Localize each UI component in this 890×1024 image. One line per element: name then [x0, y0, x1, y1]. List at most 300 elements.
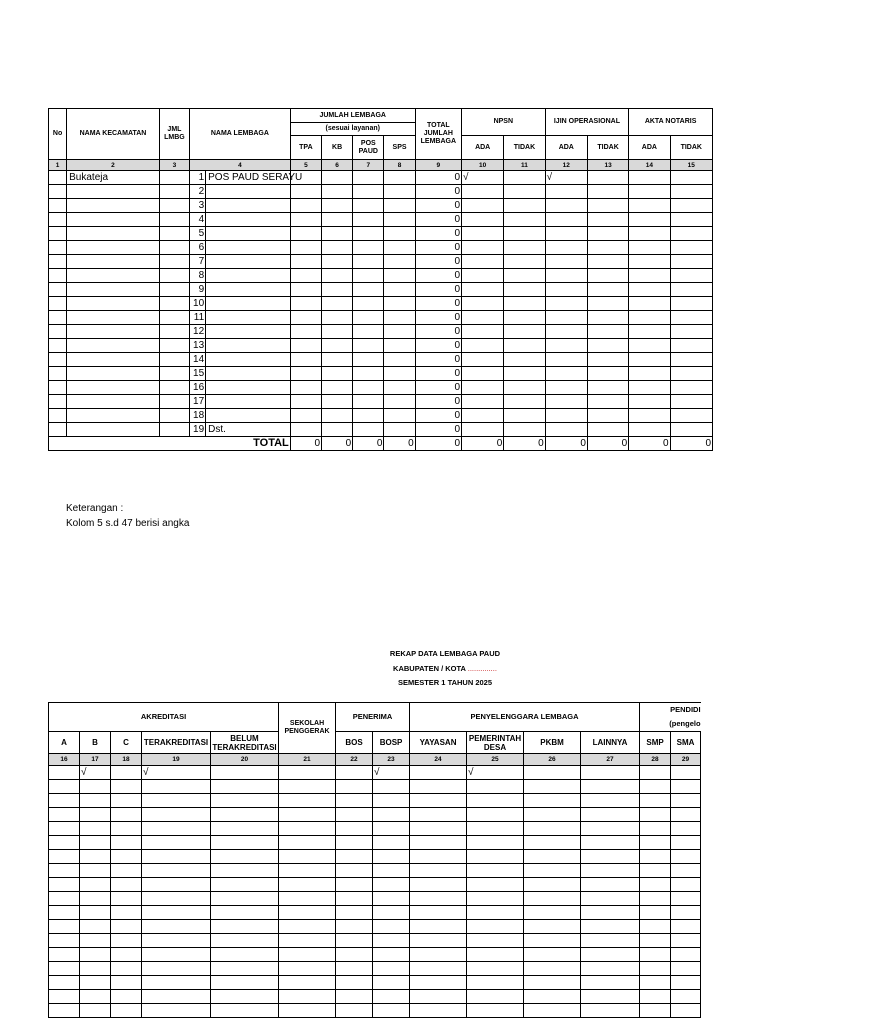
row-number: 7 [190, 255, 206, 269]
data-cell [111, 836, 142, 850]
ijin-tidak-cell [587, 269, 628, 283]
data-cell [279, 836, 336, 850]
jumlah-cell [322, 325, 353, 339]
data-cell [467, 794, 524, 808]
data-cell [410, 766, 467, 780]
data-cell [373, 808, 410, 822]
data-cell [49, 920, 80, 934]
data-cell [279, 976, 336, 990]
nama-lembaga-cell [206, 255, 291, 269]
data-cell [581, 934, 640, 948]
data-cell [211, 906, 279, 920]
table-row [49, 878, 701, 892]
table-row [49, 920, 701, 934]
data-cell [336, 766, 373, 780]
total-jumlah-cell: 0 [415, 199, 461, 213]
kabupaten-dots: .............. [467, 664, 497, 673]
header-jumlah-lembaga: JUMLAH LEMBAGA [290, 109, 415, 123]
data-cell [142, 990, 211, 1004]
data-cell [671, 962, 701, 976]
data-cell [142, 878, 211, 892]
kecamatan-cell [67, 311, 160, 325]
table-row [49, 185, 713, 199]
jumlah-cell [353, 423, 384, 437]
nama-lembaga-cell: Dst. [206, 423, 291, 437]
akta-ada-cell [629, 241, 670, 255]
jumlah-cell [353, 325, 384, 339]
row-no-cell [49, 213, 67, 227]
column-number: 9 [415, 160, 461, 171]
jumlah-cell [322, 423, 353, 437]
jml-cell [159, 255, 189, 269]
jml-cell [159, 199, 189, 213]
data-cell [640, 766, 671, 780]
table-row [49, 283, 713, 297]
total-jumlah-cell: 0 [415, 171, 461, 185]
jumlah-cell [384, 255, 415, 269]
data-cell [373, 990, 410, 1004]
akta-tidak-cell [670, 269, 712, 283]
jumlah-cell [353, 409, 384, 423]
jumlah-cell [322, 255, 353, 269]
npsn-tidak-cell [504, 255, 545, 269]
data-cell [581, 990, 640, 1004]
data-cell [80, 906, 111, 920]
nama-lembaga-cell [206, 269, 291, 283]
akta-ada-cell [629, 227, 670, 241]
akta-tidak-cell [670, 255, 712, 269]
data-cell [111, 892, 142, 906]
table-row [49, 381, 713, 395]
ijin-tidak-cell [587, 339, 628, 353]
akta-tidak-cell [670, 311, 712, 325]
data-cell [524, 920, 581, 934]
data-cell [467, 864, 524, 878]
ijin-ada-cell [545, 423, 587, 437]
data-cell [80, 794, 111, 808]
table-row [49, 934, 701, 948]
jml-cell [159, 227, 189, 241]
column-number: 2 [67, 160, 160, 171]
data-cell [581, 962, 640, 976]
column-number: 16 [49, 754, 80, 766]
data-cell [142, 892, 211, 906]
npsn-tidak-cell [504, 395, 545, 409]
data-cell [279, 864, 336, 878]
table-row [49, 297, 713, 311]
jml-cell [159, 269, 189, 283]
table-row [49, 766, 701, 780]
jml-cell [159, 283, 189, 297]
data-cell [373, 864, 410, 878]
jumlah-cell [290, 353, 321, 367]
data-cell [524, 990, 581, 1004]
header-akta-ada: ADA [629, 136, 670, 160]
table-row [49, 241, 713, 255]
data-cell [80, 920, 111, 934]
data-cell [671, 990, 701, 1004]
nama-lembaga-cell [206, 311, 291, 325]
row-number: 4 [190, 213, 206, 227]
total-value: 0 [545, 437, 587, 451]
data-cell [336, 892, 373, 906]
nama-lembaga-cell [206, 325, 291, 339]
jumlah-cell [353, 171, 384, 185]
npsn-ada-cell [462, 255, 504, 269]
ijin-ada-cell [545, 381, 587, 395]
data-cell [111, 822, 142, 836]
data-cell [279, 948, 336, 962]
data-cell [211, 836, 279, 850]
header-sekolah-penggerak: SEKOLAH PENGGERAK [279, 703, 336, 754]
npsn-ada-cell [462, 339, 504, 353]
data-cell [211, 808, 279, 822]
total-jumlah-cell: 0 [415, 325, 461, 339]
jumlah-cell [353, 367, 384, 381]
jumlah-cell [353, 199, 384, 213]
ijin-tidak-cell [587, 283, 628, 297]
jumlah-cell [384, 297, 415, 311]
akta-tidak-cell [670, 227, 712, 241]
data-cell [211, 864, 279, 878]
column-number: 29 [671, 754, 701, 766]
data-cell [49, 836, 80, 850]
row-no-cell [49, 241, 67, 255]
akta-tidak-cell [670, 381, 712, 395]
data-cell [111, 878, 142, 892]
jumlah-cell [384, 213, 415, 227]
header-akta-tidak: TIDAK [670, 136, 712, 160]
data-cell [80, 878, 111, 892]
data-cell [336, 822, 373, 836]
data-cell [111, 976, 142, 990]
data-cell [211, 766, 279, 780]
row-no-cell [49, 297, 67, 311]
total-jumlah-cell: 0 [415, 269, 461, 283]
data-cell [671, 878, 701, 892]
jumlah-cell [290, 185, 321, 199]
npsn-ada-cell [462, 395, 504, 409]
ijin-ada-cell [545, 269, 587, 283]
table-row [49, 794, 701, 808]
data-cell [211, 976, 279, 990]
npsn-ada-cell [462, 353, 504, 367]
data-cell [49, 822, 80, 836]
jumlah-cell [384, 171, 415, 185]
data-cell [640, 794, 671, 808]
data-cell [671, 780, 701, 794]
data-cell [671, 794, 701, 808]
header-no: No [49, 109, 67, 160]
data-cell [80, 850, 111, 864]
jumlah-cell [290, 213, 321, 227]
data-cell [524, 850, 581, 864]
row-no-cell [49, 353, 67, 367]
table-row [49, 780, 701, 794]
npsn-tidak-cell [504, 381, 545, 395]
ijin-ada-cell [545, 213, 587, 227]
data-cell [111, 794, 142, 808]
jumlah-cell [290, 381, 321, 395]
jumlah-cell [322, 199, 353, 213]
column-number: 23 [373, 754, 410, 766]
column-number: 12 [545, 160, 587, 171]
data-cell [467, 808, 524, 822]
jml-cell [159, 423, 189, 437]
column-number: 10 [462, 160, 504, 171]
jumlah-cell [322, 283, 353, 297]
jumlah-cell [384, 395, 415, 409]
data-cell [279, 1004, 336, 1018]
data-cell [581, 906, 640, 920]
data-cell [49, 962, 80, 976]
header-tpa: TPA [290, 136, 321, 160]
jumlah-cell [290, 325, 321, 339]
data-cell [524, 962, 581, 976]
data-cell [80, 976, 111, 990]
akta-ada-cell [629, 171, 670, 185]
data-cell [671, 1004, 701, 1018]
column-number: 3 [159, 160, 189, 171]
row-number: 8 [190, 269, 206, 283]
data-cell [640, 864, 671, 878]
jumlah-cell [384, 339, 415, 353]
data-cell [524, 836, 581, 850]
row-no-cell [49, 171, 67, 185]
data-cell [211, 780, 279, 794]
header-terakreditasi: TERAKREDITASI [142, 732, 211, 754]
row-number: 3 [190, 199, 206, 213]
data-cell [336, 990, 373, 1004]
npsn-ada-cell [462, 199, 504, 213]
data-cell [49, 990, 80, 1004]
npsn-ada-cell [462, 269, 504, 283]
ijin-ada-cell [545, 185, 587, 199]
jumlah-cell [290, 367, 321, 381]
jml-cell [159, 395, 189, 409]
data-cell [581, 794, 640, 808]
data-cell [524, 780, 581, 794]
akta-ada-cell [629, 297, 670, 311]
data-cell [410, 962, 467, 976]
jumlah-cell [384, 269, 415, 283]
data-cell [671, 934, 701, 948]
npsn-tidak-cell [504, 353, 545, 367]
header-sma: SMA [671, 732, 701, 754]
column-number: 14 [629, 160, 670, 171]
column-number: 5 [290, 160, 321, 171]
row-no-cell [49, 381, 67, 395]
data-cell [80, 864, 111, 878]
data-cell [671, 836, 701, 850]
row-no-cell [49, 339, 67, 353]
data-cell [671, 976, 701, 990]
ijin-ada-cell [545, 353, 587, 367]
header-npsn-tidak: TIDAK [504, 136, 545, 160]
npsn-ada-cell [462, 227, 504, 241]
data-cell [410, 1004, 467, 1018]
total-jumlah-cell: 0 [415, 241, 461, 255]
data-cell [211, 850, 279, 864]
data-cell [671, 766, 701, 780]
data-cell [410, 934, 467, 948]
data-cell [111, 906, 142, 920]
total-value: 0 [670, 437, 712, 451]
data-cell [336, 780, 373, 794]
jumlah-cell [384, 367, 415, 381]
data-cell [336, 836, 373, 850]
column-number: 6 [322, 160, 353, 171]
row-no-cell [49, 185, 67, 199]
data-cell [49, 766, 80, 780]
check-cell: √ [80, 766, 111, 780]
row-no-cell [49, 325, 67, 339]
data-cell [467, 962, 524, 976]
row-number: 10 [190, 297, 206, 311]
header-smp: SMP [640, 732, 671, 754]
data-cell [279, 934, 336, 948]
data-cell [410, 948, 467, 962]
data-cell [581, 878, 640, 892]
kecamatan-cell [67, 297, 160, 311]
data-cell [467, 920, 524, 934]
jml-cell [159, 213, 189, 227]
jumlah-cell [290, 395, 321, 409]
header-pendidikan [640, 703, 701, 732]
jumlah-cell [384, 409, 415, 423]
table-row [49, 199, 713, 213]
data-cell [467, 990, 524, 1004]
jumlah-cell [322, 171, 353, 185]
kabupaten-label: KABUPATEN / KOTA [393, 664, 466, 673]
kecamatan-cell [67, 381, 160, 395]
akta-tidak-cell [670, 185, 712, 199]
npsn-tidak-cell [504, 241, 545, 255]
npsn-tidak-cell [504, 409, 545, 423]
data-cell [581, 1004, 640, 1018]
data-cell [279, 850, 336, 864]
akta-ada-cell [629, 199, 670, 213]
header-lainnya: LAINNYA [581, 732, 640, 754]
akta-tidak-cell [670, 199, 712, 213]
ijin-ada-cell [545, 325, 587, 339]
row-number: 16 [190, 381, 206, 395]
total-value: 0 [322, 437, 353, 451]
ijin-tidak-cell [587, 213, 628, 227]
nama-lembaga-cell [206, 297, 291, 311]
data-cell [410, 906, 467, 920]
data-cell [524, 1004, 581, 1018]
jumlah-cell [384, 423, 415, 437]
data-cell [467, 822, 524, 836]
data-cell [49, 878, 80, 892]
data-cell [142, 934, 211, 948]
kecamatan-cell [67, 227, 160, 241]
header-npsn: NPSN [462, 109, 546, 136]
ijin-ada-cell [545, 255, 587, 269]
data-cell [581, 850, 640, 864]
npsn-tidak-cell [504, 367, 545, 381]
data-cell [142, 780, 211, 794]
data-cell [142, 906, 211, 920]
data-cell [410, 850, 467, 864]
data-cell [211, 822, 279, 836]
jumlah-cell [353, 227, 384, 241]
lembaga-table-body [49, 171, 713, 437]
jumlah-cell [353, 353, 384, 367]
data-cell [581, 822, 640, 836]
lembaga-table [48, 108, 713, 451]
jumlah-cell [322, 227, 353, 241]
rekap-kabupaten [0, 664, 890, 673]
total-jumlah-cell: 0 [415, 395, 461, 409]
kecamatan-cell [67, 367, 160, 381]
jumlah-cell [384, 325, 415, 339]
kecamatan-cell [67, 325, 160, 339]
npsn-ada-cell [462, 283, 504, 297]
jumlah-cell [290, 409, 321, 423]
data-cell [467, 780, 524, 794]
total-jumlah-cell: 0 [415, 311, 461, 325]
data-cell [142, 794, 211, 808]
data-cell [111, 850, 142, 864]
data-cell [640, 780, 671, 794]
table-row [49, 864, 701, 878]
jumlah-cell [384, 185, 415, 199]
nama-lembaga-cell [206, 339, 291, 353]
kecamatan-cell: Bukateja [67, 171, 160, 185]
data-cell [111, 864, 142, 878]
data-cell [640, 990, 671, 1004]
data-cell [80, 836, 111, 850]
data-cell [671, 808, 701, 822]
total-jumlah-cell: 0 [415, 213, 461, 227]
data-cell [111, 948, 142, 962]
data-cell [373, 962, 410, 976]
row-no-cell [49, 255, 67, 269]
data-cell [581, 976, 640, 990]
data-cell [142, 948, 211, 962]
data-cell [49, 794, 80, 808]
nama-lembaga-cell: POS PAUD SERAYU [206, 171, 291, 185]
ijin-tidak-cell [587, 297, 628, 311]
data-cell [581, 864, 640, 878]
data-cell [524, 906, 581, 920]
note-label: Keterangan : [66, 503, 124, 514]
ijin-ada-cell [545, 339, 587, 353]
akta-ada-cell [629, 255, 670, 269]
nama-lembaga-cell [206, 353, 291, 367]
header-belum-terakreditasi: BELUM TERAKREDITASI [212, 733, 277, 752]
data-cell [640, 822, 671, 836]
total-jumlah-cell: 0 [415, 423, 461, 437]
data-cell [524, 794, 581, 808]
akta-ada-cell [629, 283, 670, 297]
data-cell [373, 892, 410, 906]
data-cell [671, 892, 701, 906]
jumlah-cell [322, 311, 353, 325]
table-row [49, 213, 713, 227]
jumlah-cell [353, 185, 384, 199]
jml-cell [159, 241, 189, 255]
column-number: 18 [111, 754, 142, 766]
akta-tidak-cell [670, 241, 712, 255]
ijin-tidak-cell [587, 423, 628, 437]
total-jumlah-cell: 0 [415, 185, 461, 199]
data-cell [467, 976, 524, 990]
data-cell [49, 934, 80, 948]
data-cell [111, 1004, 142, 1018]
